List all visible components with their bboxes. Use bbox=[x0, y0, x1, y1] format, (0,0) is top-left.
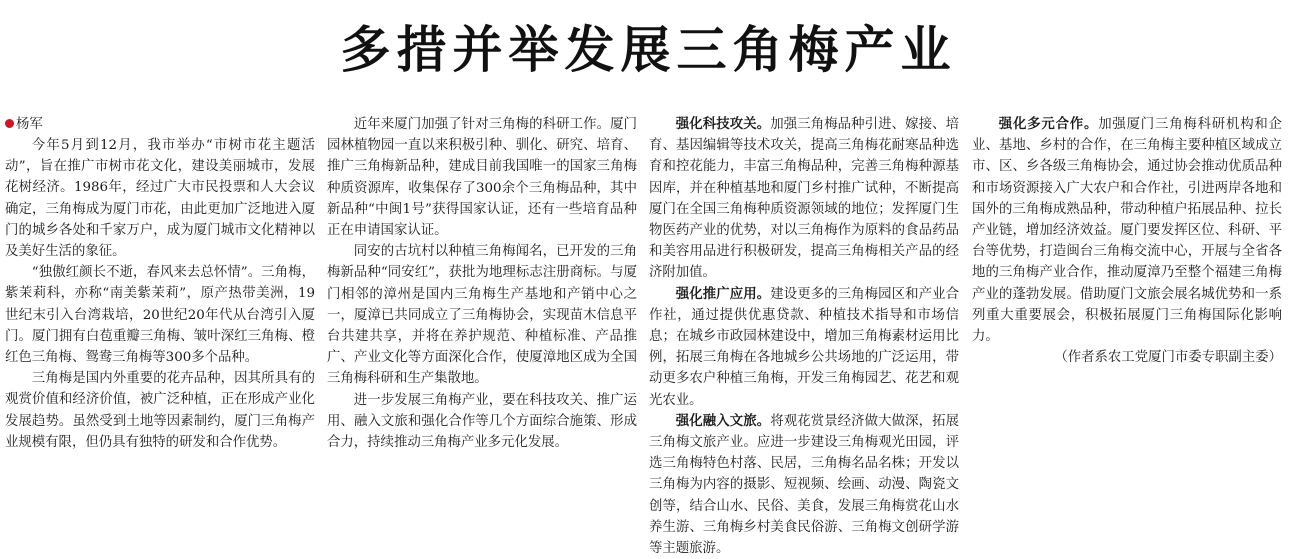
article-headline: 多措并举发展三角梅产业 bbox=[340, 21, 957, 79]
column-1 bbox=[5, 117, 315, 477]
section-lead: 强化推广应用。 bbox=[675, 286, 771, 302]
paragraph-body: 将观花赏景经济做大做深，拓展三角梅文旅产业。应进一步建设三角梅观光田园，评选三角梅特色村落、民居，三角梅名品名株；开发以三角梅为内容的摄影、短视频、绘画、动漫、陶瓷文创等，结合山水、民俗、美食，发展三角梅赏花山水养生游、三角梅乡村美食民俗游、三角梅文创研学游等主题旅游。 bbox=[649, 413, 960, 557]
section-lead: 强化融入文旅。 bbox=[675, 413, 771, 429]
paragraph bbox=[972, 114, 1282, 347]
paragraph bbox=[649, 411, 959, 559]
column-2 bbox=[327, 114, 637, 474]
paragraph: 三角梅是国内外重要的花卉品种，因其所具有的观赏价值和经济价值，被广泛种植，正在形成产业化发展趋势。虽然受到土地等因素制约，厦门三角梅产业规模有限，但仍具有独特的研发和合作优势。 bbox=[5, 371, 315, 450]
paragraph bbox=[649, 114, 959, 284]
paragraph: “独傲红颜长不逝，春风来去总怀情”。三角梅，紫茉莉科，亦称“南美紫茉莉”，原产热带美洲，19世纪末引入台湾栽培，20世纪20年代从台湾引入厦门。厦门拥有白苞重瓣三角梅、皱叶深红三角梅、橙红色三角梅、鸳鸯三角梅等300多个品种。 bbox=[5, 265, 315, 366]
column-4 bbox=[972, 114, 1282, 474]
section-lead: 强化多元合作。 bbox=[998, 117, 1099, 132]
paragraph: 今年5月到12月，我市举办“市树市花主题活动”，旨在推广市树市花文化，建设美丽城市，发展花树经济。1986年，经过广大市民投票和人大会议确定，三角梅成为厦门市花，由此更加广泛地进入厦门的城乡各处和千家万户，成为厦门城市文化精神以及美好生活的象征。 bbox=[5, 138, 315, 260]
paragraph-body: 加强厦门三角梅科研机构和企业、基地、乡村的合作，在三角梅主要种植区域成立市、区、乡各级三角梅协会，通过协会推动优质品种和市场资源接入广大农户和合作社，引进两岸各地和国外的三角梅成熟品种，带动种植户拓展品种、拉长产业链，增加经济效益。厦门要发挥区位、科研、平台等优势，打造闽台三角梅交流中心，开展与全省各地的三角梅产业合作，推动厦漳乃至整个福建三角梅产业的蓬勃发展。借助厦门文旅会展名城优势和一系列重大重要展会，积极拓展厦门三角梅国际化影响力。 bbox=[972, 117, 1283, 345]
paragraph-body: 加强三角梅品种引进、嫁接、培育、基因编辑等技术攻关，提高三角梅花耐寒品种选育和控花能力，丰富三角梅品种，完善三角梅种源基因库，并在种植基地和厦门乡村推广试种，不断提高厦门在全国三角梅种质资源领域的地位；发挥厦门生物医药产业的优势，对以三角梅作为原料的食品药品和美容用品进行积极研发，提高三角梅相关产品的经济附加值。 bbox=[649, 117, 960, 281]
paragraph bbox=[649, 284, 959, 411]
paragraph-body: 建设更多的三角梅园区和产业合作社，通过提供优惠贷款、种植技术指导和市场信息；在城乡市政园林建设中，增加三角梅素材运用比例，拓展三角梅在各地城乡公共场地的广泛运用，带动更多农户种植三角梅，开发三角梅园艺、花艺和观光农业。 bbox=[649, 286, 960, 408]
byline-author: 杨军 bbox=[16, 117, 43, 132]
red-bullet-icon bbox=[5, 119, 14, 128]
section-lead: 强化科技攻关。 bbox=[675, 117, 771, 132]
paragraph: 同安的古坑村以种植三角梅闻名，已开发的三角梅新品种“同安红”，获批为地理标志注册商标。与厦门相邻的漳州是国内三角梅生产基地和产销中心之一，厦漳已共同成立了三角梅协会，实现苗木信息平台共建共享，并将在养护规范、种植标准、产品推广、产业文化等方面深化合作，使厦漳地区成为全国三角梅科研和生产集散地。 bbox=[327, 244, 637, 387]
paragraph: 近年来厦门加强了针对三角梅的科研工作。厦门园林植物园一直以来积极引种、驯化、研究、培育、推广三角梅新品种，建成目前我国唯一的国家三角梅种质资源库，收集保存了300余个三角梅品种，其中新品种“中闽1号”获得国家认证，还有一些培育品种正在申请国家认证。 bbox=[327, 117, 637, 239]
flow-container bbox=[649, 114, 959, 559]
byline bbox=[5, 117, 315, 133]
author-note: （作者系农工党厦门市委专职副主委） bbox=[1054, 350, 1282, 366]
column-3 bbox=[649, 114, 960, 557]
paragraph: 进一步发展三角梅产业，要在科技攻关、推广运用、融入文旅和强化合作等几个方面综合施策、形成合力，持续推动三角梅产业多元化发展。 bbox=[327, 392, 637, 451]
